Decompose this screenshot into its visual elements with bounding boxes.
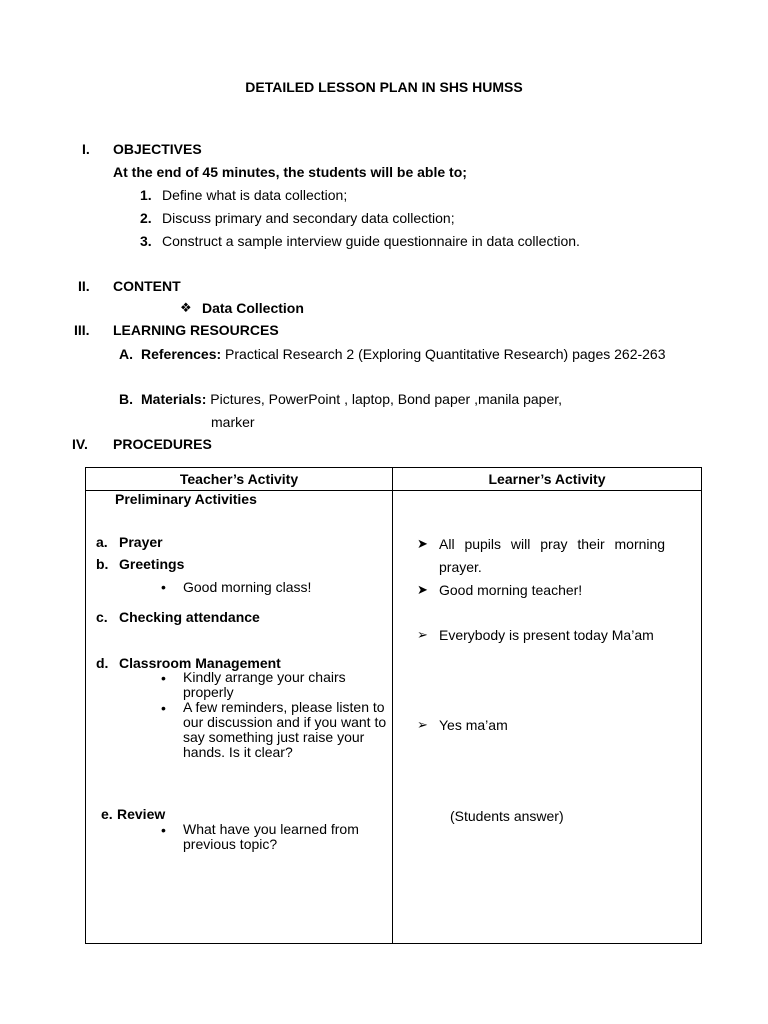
section-heading-content: CONTENT — [113, 278, 181, 294]
objective-item: Discuss primary and secondary data collection; — [162, 210, 455, 226]
management-instruction-1: Kindly arrange your chairs properly — [183, 669, 346, 700]
materials-text-continued: marker — [211, 414, 255, 430]
step-letter: d. — [96, 655, 109, 671]
objective-item: Construct a sample interview guide questionnaire in data collection. — [162, 233, 580, 249]
reference-letter: A. — [119, 346, 133, 362]
step-letter: a. — [96, 534, 108, 550]
section-numeral-procedures: IV. — [72, 436, 88, 452]
section-numeral-objectives: I. — [82, 141, 90, 157]
step-greetings: Greetings — [119, 556, 185, 572]
section-heading-objectives: OBJECTIVES — [113, 141, 202, 157]
diamond-bullet-icon: ❖ — [180, 300, 192, 315]
materials-label: Materials: — [141, 391, 207, 407]
learner-review-answer: (Students answer) — [450, 808, 564, 824]
management-instruction-2: A few reminders, please listen to our discussion and if you want to say something just raise your hands. Is it clear? — [183, 699, 387, 760]
arrow-bullet-icon: ➢ — [417, 717, 428, 732]
objective-number: 1. — [140, 187, 152, 203]
references-text: Practical Research 2 (Exploring Quantitative Research) pages 262-263 — [225, 346, 666, 362]
objective-number: 3. — [140, 233, 152, 249]
objective-item: Define what is data collection; — [162, 187, 348, 203]
section-heading-procedures: PROCEDURES — [113, 436, 212, 452]
greeting-line: Good morning class! — [183, 579, 312, 595]
section-numeral-content: II. — [78, 278, 90, 294]
materials-line — [141, 391, 562, 407]
step-review: Review — [117, 806, 166, 822]
bullet-icon: • — [161, 700, 166, 716]
bullet-icon: • — [161, 579, 166, 595]
content-item: Data Collection — [202, 300, 304, 316]
section-numeral-resources: III. — [74, 322, 90, 338]
learner-greeting: Good morning teacher! — [439, 582, 583, 598]
objective-number: 2. — [140, 210, 152, 226]
learner-yes: Yes ma’am — [439, 717, 508, 733]
section-heading-resources: LEARNING RESOURCES — [113, 322, 279, 338]
learner-prayer-line: prayer. — [439, 559, 482, 575]
learner-activity-cell — [393, 491, 702, 944]
step-prayer: Prayer — [119, 534, 163, 550]
arrow-bullet-icon: ➤ — [417, 536, 428, 551]
materials-text: Pictures, PowerPoint , laptop, Bond paper ,manila paper, — [210, 391, 563, 407]
teacher-activity-cell — [86, 491, 393, 944]
preliminary-activities-heading: Preliminary Activities — [115, 491, 257, 507]
step-letter: c. — [96, 609, 108, 625]
step-letter: b. — [96, 556, 109, 572]
learner-prayer-line: All pupils will pray their morning — [439, 536, 666, 552]
step-letter: e. — [101, 806, 113, 822]
references-label: References: — [141, 346, 222, 362]
review-question: What have you learned from previous topic? — [183, 821, 359, 852]
references-paragraph — [141, 346, 701, 362]
objectives-intro: At the end of 45 minutes, the students will be able to; — [113, 164, 467, 180]
learner-activity-header: Learner’s Activity — [393, 468, 702, 491]
bullet-icon: • — [161, 670, 166, 686]
arrow-bullet-icon: ➤ — [417, 582, 428, 597]
materials-letter: B. — [119, 391, 133, 407]
document-title: DETAILED LESSON PLAN IN SHS HUMSS — [245, 79, 523, 95]
learner-attendance: Everybody is present today Ma’am — [439, 627, 654, 643]
step-checking-attendance: Checking attendance — [119, 609, 260, 625]
step-classroom-management: Classroom Management — [119, 655, 281, 671]
bullet-icon: • — [161, 822, 166, 838]
teacher-activity-header: Teacher’s Activity — [86, 468, 393, 491]
arrow-bullet-icon: ➢ — [417, 627, 428, 642]
procedures-table — [85, 467, 702, 944]
